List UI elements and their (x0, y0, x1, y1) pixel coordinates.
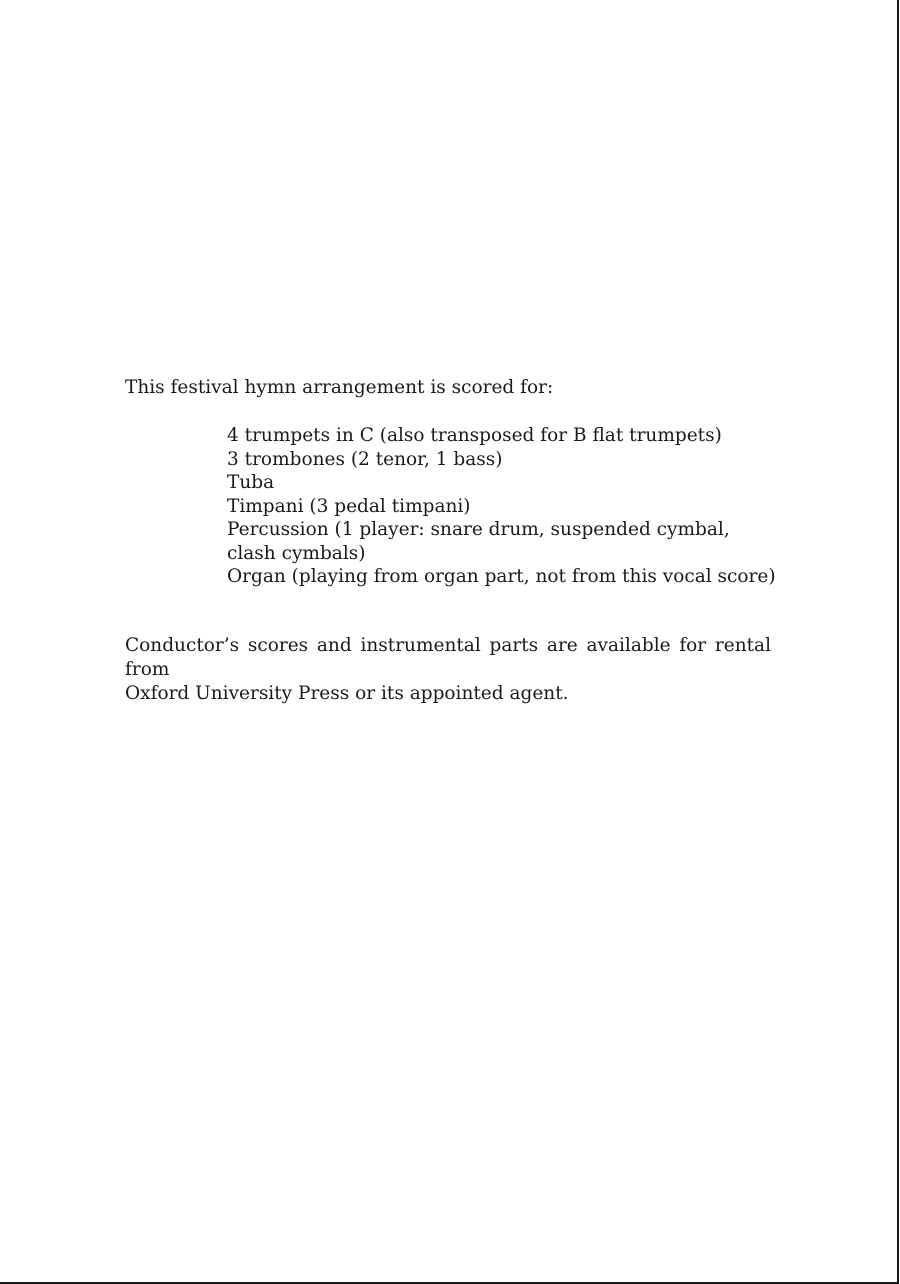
instrument-percussion-continued: clash cymbals) (227, 542, 366, 564)
scoring-intro: This festival hymn arrangement is scored for: (125, 377, 554, 398)
instrument-list (227, 424, 776, 589)
rental-notice-line-1: Conductor’s scores and instrumental parts are available for rental from (125, 635, 771, 680)
instrument-timpani: Timpani (3 pedal timpani) (227, 495, 471, 517)
instrument-trumpets: 4 trumpets in C (also transposed for B flat trumpets) (227, 425, 722, 446)
instrument-trombones: 3 trombones (2 tenor, 1 bass) (227, 448, 503, 470)
rental-notice (125, 634, 771, 706)
rental-notice-line-2: Oxford University Press or its appointed agent. (125, 683, 569, 704)
instrument-tuba: Tuba (227, 472, 275, 493)
instrument-organ: Organ (playing from organ part, not from this vocal score) (227, 566, 776, 587)
instrument-percussion: Percussion (1 player: snare drum, suspended cymbal, (227, 519, 730, 540)
